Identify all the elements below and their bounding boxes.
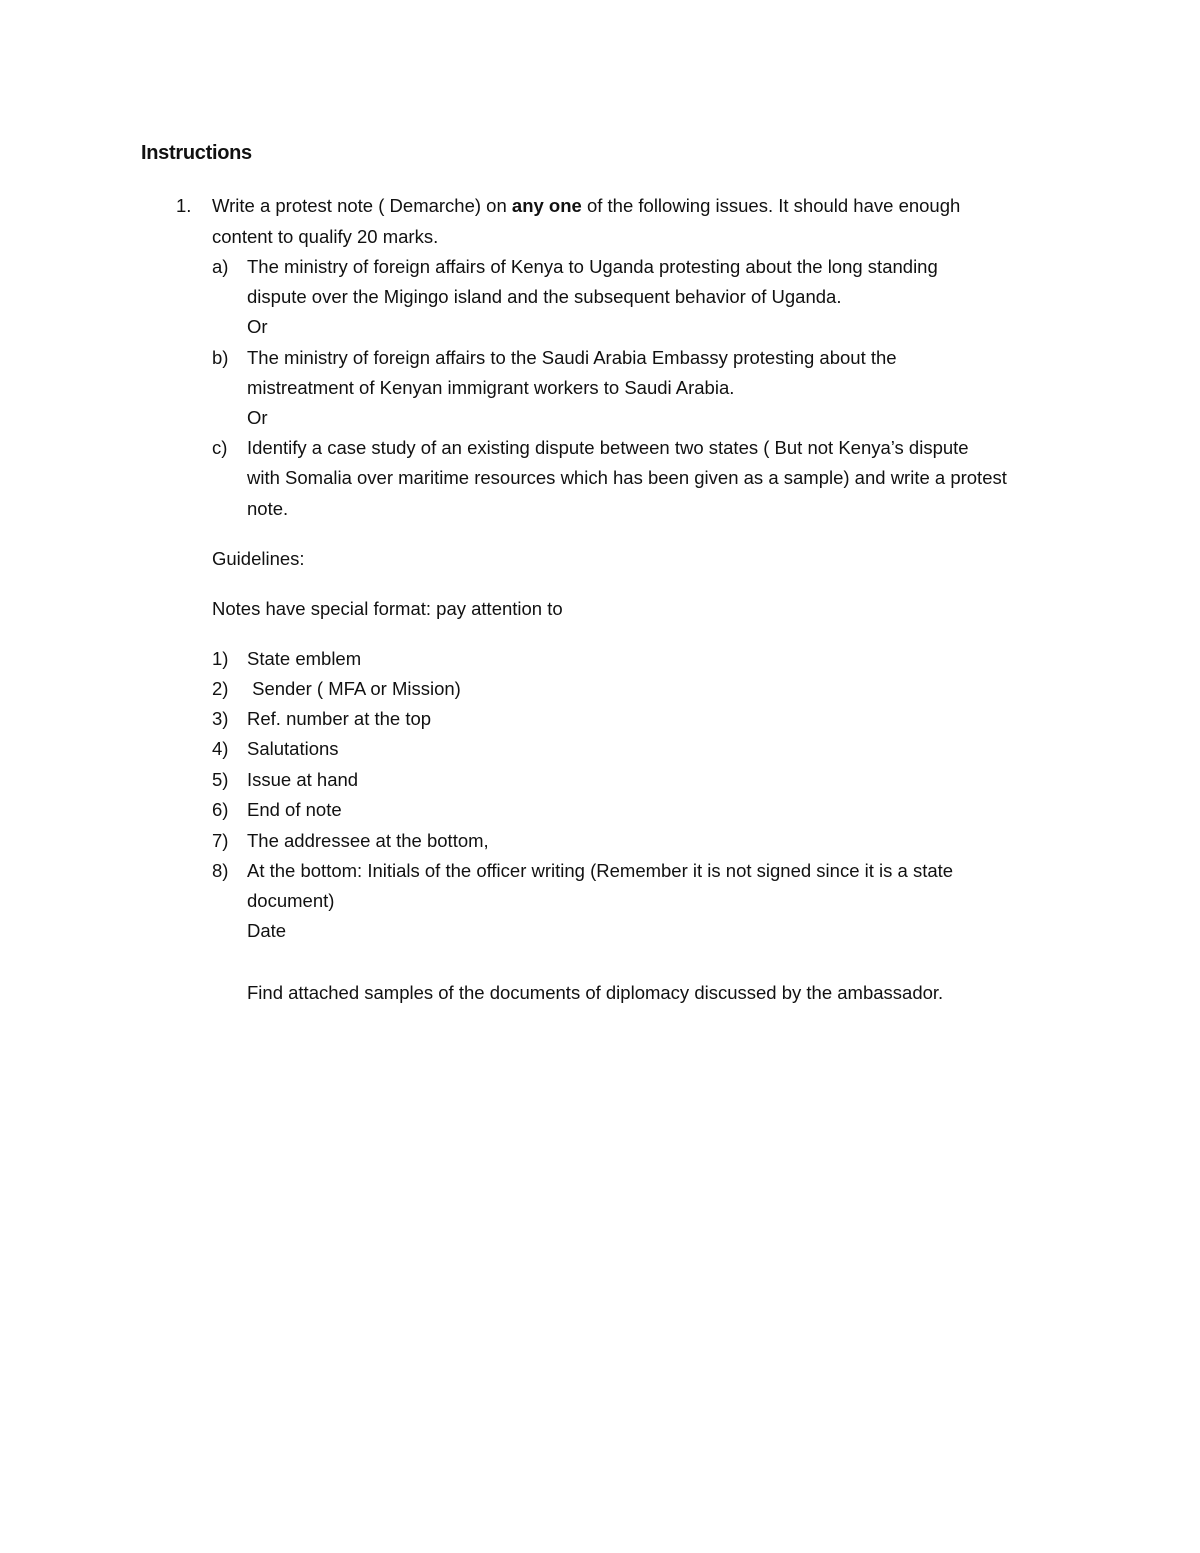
format-item-7-text: The addressee at the bottom, xyxy=(247,830,489,851)
option-c-letter: c) xyxy=(212,437,228,458)
option-a-line-2: dispute over the Migingo island and the subsequent behavior of Uganda. xyxy=(247,286,842,307)
page-title: Instructions xyxy=(141,142,252,164)
option-c-line-1: Identify a case study of an existing dispute between two states ( But not Kenya’s dispute xyxy=(247,437,969,458)
format-item-2-number: 2) xyxy=(212,678,229,699)
item-1-text-before: Write a protest note ( Demarche) on xyxy=(212,195,512,216)
option-c-line-3: note. xyxy=(247,498,289,519)
guidelines-label: Guidelines: xyxy=(212,548,305,569)
format-item-4-text: Salutations xyxy=(247,738,339,759)
option-b-letter: b) xyxy=(212,347,229,368)
format-item-3-text: Ref. number at the top xyxy=(247,708,432,729)
format-item-8-continuation: document) xyxy=(247,890,335,911)
option-b-separator: Or xyxy=(247,407,268,428)
format-item-6-text: End of note xyxy=(247,799,342,820)
option-b-line-2: mistreatment of Kenyan immigrant workers to Saudi Arabia. xyxy=(247,377,735,398)
item-1-number: 1. xyxy=(176,195,192,216)
option-c-line-2: with Somalia over maritime resources which has been given as a sample) and write a protest xyxy=(247,467,1007,488)
format-item-2-text: Sender ( MFA or Mission) xyxy=(247,678,461,699)
item-1-text-after: of the following issues. It should have enough xyxy=(581,195,961,216)
option-b-line-1: The ministry of foreign affairs to the Saudi Arabia Embassy protesting about the xyxy=(247,347,897,368)
format-item-4-number: 4) xyxy=(212,738,229,759)
date-line: Date xyxy=(247,920,287,941)
format-item-5-text: Issue at hand xyxy=(247,769,359,790)
format-item-1-number: 1) xyxy=(212,648,229,669)
format-item-6-number: 6) xyxy=(212,799,229,820)
format-item-5-number: 5) xyxy=(212,769,229,790)
item-1-text xyxy=(212,194,960,218)
option-a-separator: Or xyxy=(247,316,268,337)
format-note: Notes have special format: pay attention to xyxy=(212,598,563,619)
option-a-letter: a) xyxy=(212,256,229,277)
item-1-continuation: content to qualify 20 marks. xyxy=(212,226,439,247)
format-item-1-text: State emblem xyxy=(247,648,362,669)
closing-note: Find attached samples of the documents of diplomacy discussed by the ambassador. xyxy=(247,982,944,1003)
format-item-8-number: 8) xyxy=(212,860,229,881)
format-item-8-text: At the bottom: Initials of the officer writing (Remember it is not signed since it is a state xyxy=(247,860,954,881)
format-item-3-number: 3) xyxy=(212,708,229,729)
option-a-line-1: The ministry of foreign affairs of Kenya to Uganda protesting about the long standing xyxy=(247,256,938,277)
format-item-7-number: 7) xyxy=(212,830,229,851)
item-1-emphasis: any one xyxy=(511,195,582,216)
